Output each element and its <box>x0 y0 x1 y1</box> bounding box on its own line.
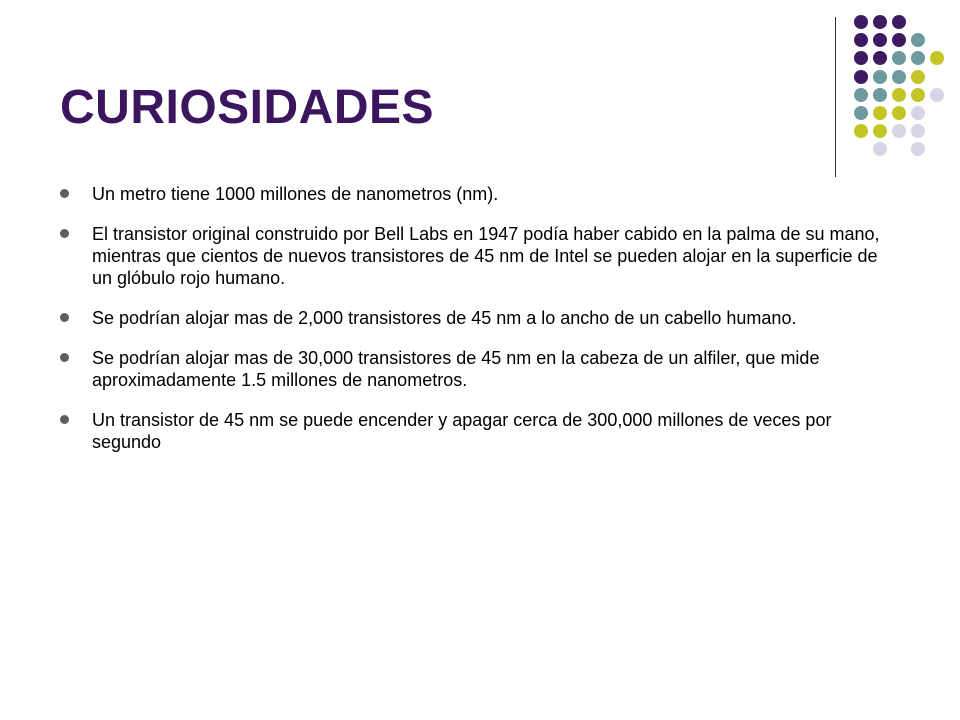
decorative-dot <box>854 51 868 65</box>
bullet-item <box>60 347 890 391</box>
decorative-dot <box>873 142 887 156</box>
bullet-text: El transistor original construido por Bell Labs en 1947 podía haber cabido en la palma de su mano, mientras que cientos de nuevos transistores de 45 nm de Intel se pueden alojar en la superficie de un glóbulo rojo humano. <box>92 224 880 288</box>
bullet-text: Un transistor de 45 nm se puede encender y apagar cerca de 300,000 millones de veces por segundo <box>92 410 832 452</box>
decorative-dot <box>892 88 906 102</box>
decorative-dot <box>911 124 925 138</box>
slide-title: CURIOSIDADES <box>60 81 435 134</box>
bullet-list <box>60 183 890 471</box>
decorative-dot <box>873 88 887 102</box>
decorative-dot <box>854 15 868 29</box>
bullet-text: Se podrían alojar mas de 30,000 transistores de 45 nm en la cabeza de un alfiler, que mide aproximadamente 1.5 millones de nanometros. <box>92 348 820 390</box>
decorative-dot <box>873 124 887 138</box>
bullet-dot-icon <box>60 415 69 424</box>
decorative-dot <box>911 33 925 47</box>
decorative-dot <box>892 51 906 65</box>
vertical-divider <box>835 17 836 177</box>
bullet-item <box>60 307 890 329</box>
decorative-dot <box>892 106 906 120</box>
decorative-dot <box>892 33 906 47</box>
bullet-dot-icon <box>60 229 69 238</box>
decorative-dot <box>854 124 868 138</box>
bullet-dot-icon <box>60 189 69 198</box>
decorative-dot <box>930 88 944 102</box>
decorative-dot <box>930 51 944 65</box>
decorative-dot <box>873 51 887 65</box>
bullet-item <box>60 409 890 453</box>
decorative-dot <box>911 51 925 65</box>
decorative-dot <box>911 88 925 102</box>
decorative-dot <box>892 70 906 84</box>
decorative-dot <box>873 33 887 47</box>
bullet-item <box>60 223 890 289</box>
bullet-text: Se podrían alojar mas de 2,000 transistores de 45 nm a lo ancho de un cabello humano. <box>92 308 797 328</box>
decorative-dot <box>854 88 868 102</box>
decorative-dot <box>854 33 868 47</box>
decorative-dot <box>854 70 868 84</box>
decorative-dot <box>854 106 868 120</box>
bullet-dot-icon <box>60 353 69 362</box>
decorative-dot <box>911 106 925 120</box>
decorative-dot <box>892 124 906 138</box>
decorative-dot <box>892 15 906 29</box>
decorative-dot <box>911 70 925 84</box>
bullet-dot-icon <box>60 313 69 322</box>
decorative-dot <box>873 15 887 29</box>
bullet-item <box>60 183 890 205</box>
decorative-dot <box>873 70 887 84</box>
decorative-dot <box>911 142 925 156</box>
bullet-text: Un metro tiene 1000 millones de nanometros (nm). <box>92 184 499 204</box>
decorative-dot <box>873 106 887 120</box>
